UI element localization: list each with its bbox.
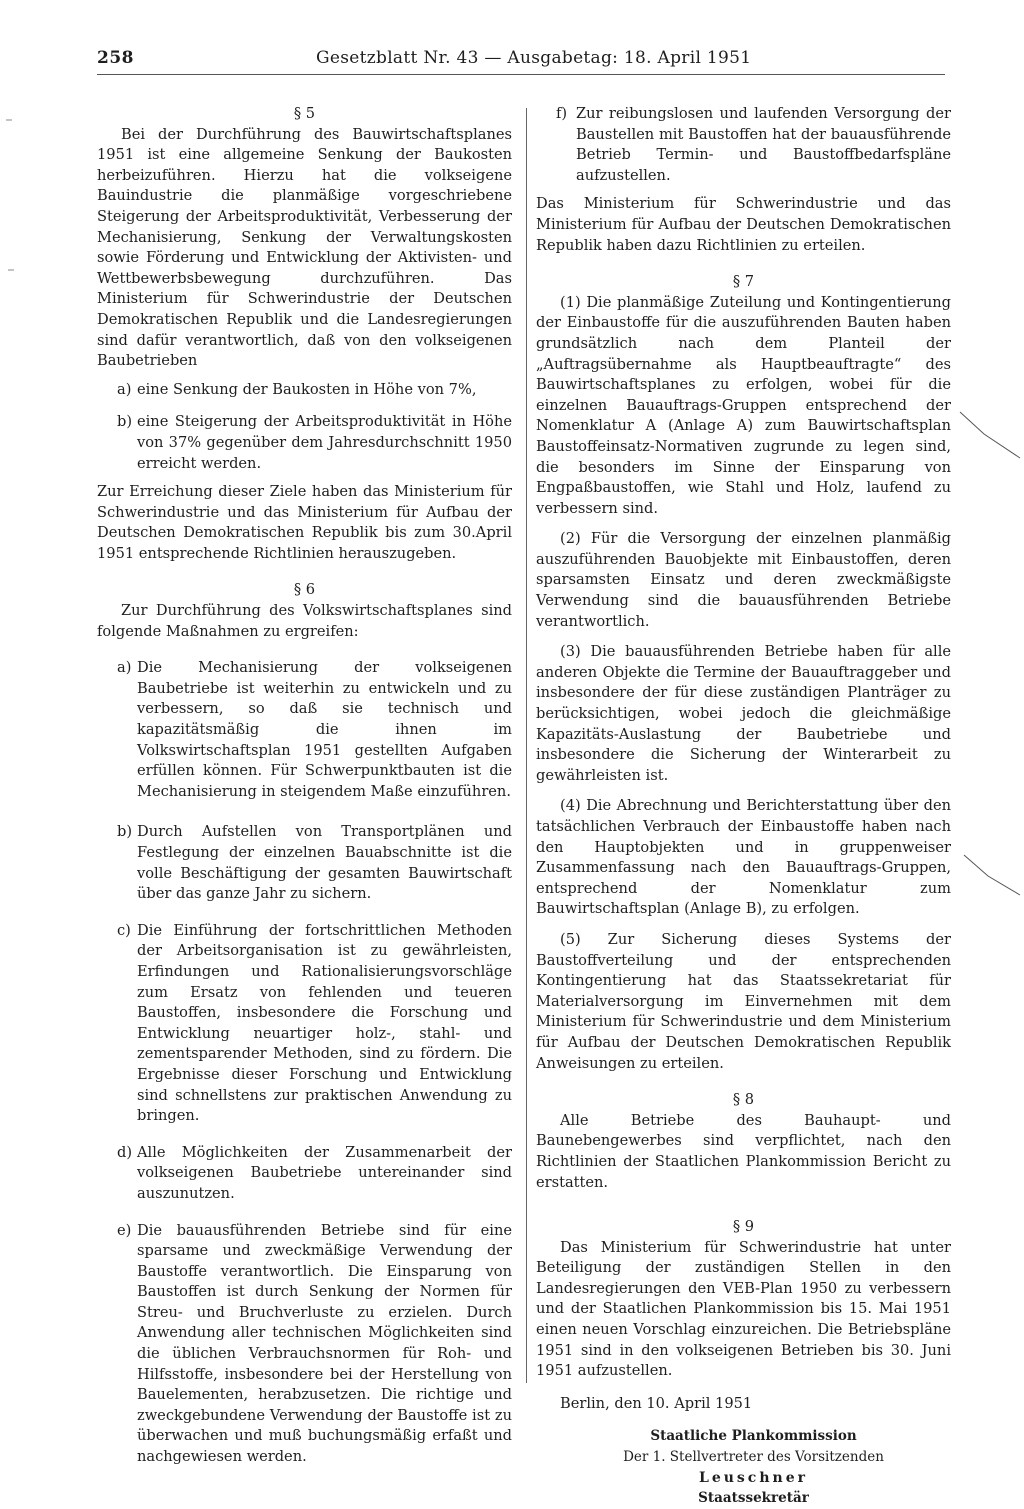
item-text: Zur reibungslosen und laufenden Versorgung der Baustellen mit Baustoffen hat der bauausführende Betrieb Termin- und Baustoffbedarfspläne aufzustellen. bbox=[576, 105, 951, 184]
page-header bbox=[0, 46, 1024, 70]
section-5-intro: Bei der Durchführung des Bauwirtschaftsplanes 1951 ist eine allgemeine Senkung der Baukosten herbeizuführen. Hierzu hat die volkseigene Bauindustrie die planmäßige vorgeschriebene Steigerung der Arbeitsproduktivität, Verbesserung der Mechanisierung, Senkung der Verwaltungskosten sowie Förderung und Entwicklung der Aktivisten- und Wettbewerbsbewegung durchzuführen. Das Ministerium für Schwerindustrie der Deutschen Demokratischen Republik und die Landesregierungen sind dafür verantwortlich, daß von den volkseigenen Baubetrieben bbox=[97, 125, 512, 370]
place-and-date: Berlin, den 10. April 1951 bbox=[560, 1394, 753, 1412]
right-column bbox=[536, 104, 951, 1509]
section-5-heading: § 5 bbox=[293, 105, 316, 122]
section-7-heading: § 7 bbox=[732, 273, 755, 291]
item-label: b) bbox=[117, 823, 133, 841]
section-5-item-b bbox=[97, 412, 512, 474]
gazette-title: Gesetzblatt Nr. 43 — Ausgabetag: 18. April 1951 bbox=[316, 48, 752, 68]
item-text: Die bauausführenden Betriebe sind für eine sparsame und zweckmäßige Verwendung der Baustoffe verantwortlich. Die Einsparung von Baustoffen ist durch Senkung der Normen für Streu- und Bruchverluste zu erzielen. Durch Anwendung aller technischen Möglichkeiten sind die üblichen Verbrauchsnormen für Roh- und Hilfsstoffe, insbesondere bei der Herstellung von Bauelementen, herabzusetzen. Die richtige und zweckgebundene Verwendung der Baustoffe ist zu überwachen und muß buchungsmäßig erfaßt und nachgewiesen werden. bbox=[137, 1221, 512, 1466]
section-7-para-1: (1) Die planmäßige Zuteilung und Kontingentierung der Einbaustoffe für die auszuführenden Bauten haben grundsätzlich nach dem Planteil der „Auftragsübernahme als Hauptbeauftragte“ des Bauwirtschaftsplanes zu erfolgen, wobei für die einzelnen Bauauftrags-Gruppen entsprechend der Nomenklatur A (Anlage A) zum Bauwirtschaftsplan Baustoffeinsatz-Normativen zugrunde zu legen sind, die besonders im Sinne der Einsparung von Engpaßbaustoffen, wie Stahl und Holz, laufend zu verbessern sind. bbox=[536, 293, 951, 517]
item-text: Alle Möglichkeiten der Zusammenarbeit der volkseigenen Baubetriebe untereinander sind auszunutzen. bbox=[137, 1143, 512, 1202]
section-7-para-2: (2) Für die Versorgung der einzelnen planmäßig auszuführenden Bauobjekte mit Einbaustoffen, deren sparsamsten Einsatz und deren zweckmäßigste Verwendung sind die bauausführenden Betriebe verantwortlich. bbox=[536, 530, 951, 630]
section-6-heading: § 6 bbox=[293, 581, 316, 599]
item-label: d) bbox=[117, 1143, 133, 1161]
item-text: Die Einführung der fortschrittlichen Methoden der Arbeitsorganisation ist zu gewährleisten, Erfindungen und Rationalisierungsvorschläge zum Ersatz von fehlenden und teueren Baustoffen, insbesondere die Forschung und Entwicklung neuartiger holz-, stahl- und zementsparender Methoden, sind zu fördern. Die Ergebnisse dieser Forschung und Entwicklung sind schnellstens zur praktischen Anwendung zu bringen. bbox=[137, 921, 512, 1125]
signature-name: Leuschner bbox=[699, 1469, 808, 1486]
section-5-outro: Zur Erreichung dieser Ziele haben das Ministerium für Schwerindustrie und das Ministerium für Aufbau der Deutschen Demokratischen Republik bis zum 30.April 1951 entsprechende Richtlinien herauszugeben. bbox=[97, 483, 512, 562]
section-6-item-c bbox=[97, 921, 512, 1127]
section-6-item-f bbox=[536, 104, 951, 186]
margin-tick-mark bbox=[0, 110, 20, 290]
item-label: e) bbox=[117, 1221, 132, 1239]
section-7-para-4: (4) Die Abrechnung und Berichterstattung über den tatsächlichen Verbrauch der Einbaustoffe haben nach den Hauptobjekten und in gruppenweiser Zusammenfassung nach den Bauauftrags-Gruppen, entsprechend der Nomenklatur zum Bauwirtschaftsplan (Anlage B), zu erfolgen. bbox=[536, 797, 951, 918]
section-6-intro: Zur Durchführung des Volkswirtschaftsplanes sind folgende Maßnahmen zu ergreifen: bbox=[97, 602, 512, 640]
column-divider bbox=[526, 108, 527, 1383]
item-label: c) bbox=[117, 921, 131, 939]
left-column bbox=[97, 104, 512, 1468]
section-9-text: Das Ministerium für Schwerindustrie hat unter Beteiligung der zuständigen Stellen in den Landesregierungen den VEB-Plan 1950 zu verbessern und der Staatlichen Plankommission bis 15. Mai 1951 einen neuen Vorschlag einzureichen. Die Betriebspläne 1951 sind in den volkseigenen Betrieben bis 30. Juni 1951 aufzustellen. bbox=[536, 1238, 951, 1380]
item-label: a) bbox=[117, 659, 132, 677]
section-9-heading: § 9 bbox=[732, 1218, 755, 1236]
item-text: eine Senkung der Baukosten in Höhe von 7%, bbox=[137, 380, 477, 398]
section-7-para-5: (5) Zur Sicherung dieses Systems der Baustoffverteilung und der entsprechenden Kontingentierung hat das Staatssekretariat für Materialversorgung im Einvernehmen mit dem Ministerium für Schwerindustrie und dem Ministerium für Aufbau der Deutschen Demokratischen Republik Anweisungen zu erteilen. bbox=[536, 930, 951, 1072]
item-label: b) bbox=[117, 413, 133, 431]
signature-organization: Staatliche Plankommission bbox=[650, 1428, 857, 1445]
section-5-item-a bbox=[97, 380, 512, 401]
section-8-text: Alle Betriebe des Bauhaupt- und Baunebengewerbes sind verpflichtet, nach den Richtlinien der Staatlichen Plankommission Bericht zu erstatten. bbox=[536, 1111, 951, 1191]
item-text: eine Steigerung der Arbeitsproduktivität in Höhe von 37% gegenüber dem Jahresdurchschnitt 1950 erreicht werden. bbox=[137, 413, 512, 472]
section-6-item-b bbox=[97, 822, 512, 904]
section-6-item-d bbox=[97, 1143, 512, 1205]
item-label: f) bbox=[556, 105, 568, 122]
section-6-item-a bbox=[97, 658, 512, 802]
item-text: Die Mechanisierung der volkseigenen Baubetriebe ist weiterhin zu entwickeln und zu verbessern, so daß sie technisch und kapazitätsmäßig die ihnen im Volkswirtschaftsplan 1951 gestellten Aufgaben erfüllen können. Für Schwerpunktbauten ist die Mechanisierung in steigendem Maße einzuführen. bbox=[137, 659, 512, 800]
item-label: a) bbox=[117, 380, 132, 398]
margin-bracket-mark bbox=[950, 400, 1024, 900]
signature-role: Der 1. Stellvertreter des Vorsitzenden bbox=[623, 1449, 884, 1466]
header-rule bbox=[97, 74, 945, 75]
section-8-heading: § 8 bbox=[732, 1091, 755, 1109]
section-6-outro: Das Ministerium für Schwerindustrie und das Ministerium für Aufbau der Deutschen Demokratischen Republik haben dazu Richtlinien zu erteilen. bbox=[536, 195, 951, 254]
page-number: 258 bbox=[97, 48, 134, 68]
section-6-item-e bbox=[97, 1221, 512, 1468]
signature-title: Staatssekretär bbox=[698, 1490, 809, 1507]
item-text: Durch Aufstellen von Transportplänen und Festlegung der einzelnen Bauabschnitte ist die volle Beschäftigung der gesamten Bauwirtschaft über das ganze Jahr zu sichern. bbox=[137, 823, 512, 903]
signature-block bbox=[536, 1426, 951, 1508]
section-7-para-3: (3) Die bauausführenden Betriebe haben für alle anderen Objekte die Termine der Bauauftraggeber und insbesondere der für diese zuständigen Planträger zu berücksichtigen, wobei jedoch die gleichmäßige Kapazitäts-Auslastung der Baubetriebe und insbesondere die Sicherung der Winterarbeit zu gewährleisten ist. bbox=[536, 643, 951, 784]
